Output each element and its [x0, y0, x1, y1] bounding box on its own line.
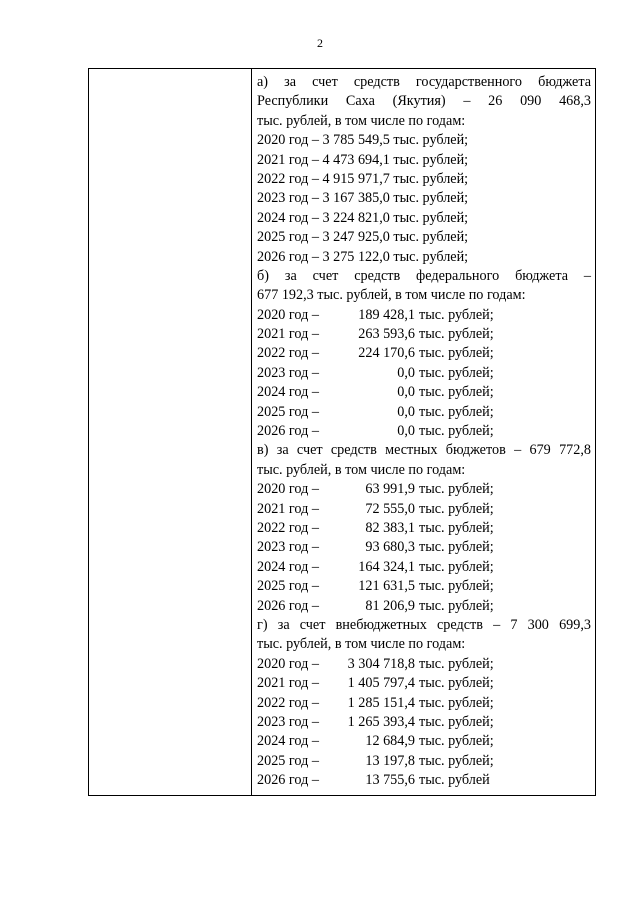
amount-value: 189 428,1 [358, 306, 415, 323]
unit-label: тыс. рублей [419, 772, 490, 789]
unit-label: тыс. рублей; [419, 500, 494, 517]
section-c-year-row [257, 519, 591, 538]
year-label: 2024 год – [257, 384, 319, 401]
section-b-year-row [257, 364, 591, 383]
section-d-year-row [257, 732, 591, 751]
unit-label: тыс. рублей; [419, 694, 494, 711]
year-label: 2022 год – [257, 519, 319, 536]
unit-label: тыс. рублей; [419, 423, 494, 440]
year-label: 2020 год – [257, 306, 319, 323]
amount-value: 224 170,6 [358, 345, 415, 362]
amount-value: 93 680,3 [365, 539, 415, 556]
year-label: 2026 год – [257, 772, 319, 789]
section-a-year-row: 2024 год – 3 224 821,0 тыс. рублей; [257, 209, 469, 226]
year-label: 2026 год – [257, 423, 319, 440]
section-a-year-row: 2022 год – 4 915 971,7 тыс. рублей; [257, 170, 469, 187]
unit-label: тыс. рублей; [419, 384, 494, 401]
section-a-year-row: 2025 год – 3 247 925,0 тыс. рублей; [257, 229, 469, 246]
unit-label: тыс. рублей; [419, 655, 494, 672]
year-label: 2024 год – [257, 558, 319, 575]
year-label: 2021 год – [257, 326, 319, 343]
year-label: 2020 год – [257, 481, 319, 498]
unit-label: тыс. рублей; [419, 558, 494, 575]
amount-value: 0,0 [397, 384, 415, 401]
amount-value: 3 304 718,8 [347, 655, 415, 672]
section-b-heading-line: б) за счет средств федерального бюджета – [257, 267, 591, 284]
year-label: 2025 год – [257, 403, 319, 420]
unit-label: тыс. рублей; [419, 597, 494, 614]
section-a-heading-line: а) за счет средств государственного бюджета [257, 74, 591, 90]
amount-value: 0,0 [397, 364, 415, 381]
amount-value: 164 324,1 [358, 558, 415, 575]
unit-label: тыс. рублей; [419, 345, 494, 362]
amount-value: 0,0 [397, 403, 415, 420]
amount-value: 121 631,5 [358, 578, 415, 595]
section-c-year-row [257, 558, 591, 577]
year-label: 2023 год – [257, 713, 319, 730]
section-a-year-row: 2021 год – 4 473 694,1 тыс. рублей; [257, 151, 469, 168]
section-b-year-row [257, 344, 591, 363]
section-a-year-row: 2026 год – 3 275 122,0 тыс. рублей; [257, 248, 469, 265]
section-d-heading-line: г) за счет внебюджетных средств – 7 300 699,3 [257, 616, 591, 633]
unit-label: тыс. рублей; [419, 403, 494, 420]
page-number: 2 [317, 36, 323, 50]
amount-value: 13 755,6 [365, 772, 415, 789]
section-d-year-row [257, 713, 591, 732]
section-d-year-row [257, 752, 591, 771]
amount-value: 1 285 151,4 [347, 694, 415, 711]
section-a-year-row: 2020 год – 3 785 549,5 тыс. рублей; [257, 132, 469, 149]
year-label: 2021 год – [257, 675, 319, 692]
unit-label: тыс. рублей; [419, 675, 494, 692]
section-c-heading-line: в) за счет средств местных бюджетов – 679 772,8 [257, 442, 591, 459]
section-c-year-row [257, 597, 591, 616]
section-c-year-row [257, 500, 591, 519]
section-c-year-row [257, 577, 591, 596]
section-b-year-row [257, 306, 591, 325]
section-c-heading-line: тыс. рублей, в том числе по годам: [257, 461, 466, 478]
year-label: 2023 год – [257, 539, 319, 556]
amount-value: 0,0 [397, 423, 415, 440]
section-d-year-row [257, 694, 591, 713]
year-label: 2024 год – [257, 733, 319, 750]
section-b-heading-line: 677 192,3 тыс. рублей, в том числе по годам: [257, 287, 526, 304]
section-d-year-row [257, 771, 591, 790]
amount-value: 63 991,9 [365, 481, 415, 498]
amount-value: 13 197,8 [365, 752, 415, 769]
year-label: 2025 год – [257, 752, 319, 769]
year-label: 2023 год – [257, 364, 319, 381]
amount-value: 1 405 797,4 [347, 675, 415, 692]
section-d-year-row [257, 655, 591, 674]
table-right-cell [257, 73, 591, 790]
section-c-year-row [257, 538, 591, 557]
section-b-year-row [257, 422, 591, 441]
unit-label: тыс. рублей; [419, 733, 494, 750]
amount-value: 72 555,0 [365, 500, 415, 517]
unit-label: тыс. рублей; [419, 539, 494, 556]
year-label: 2025 год – [257, 578, 319, 595]
year-label: 2020 год – [257, 655, 319, 672]
section-a-heading-line: тыс. рублей, в том числе по годам: [257, 112, 466, 129]
funding-table [88, 68, 596, 796]
amount-value: 1 265 393,4 [347, 713, 415, 730]
section-c-year-row [257, 480, 591, 499]
year-label: 2021 год – [257, 500, 319, 517]
unit-label: тыс. рублей; [419, 713, 494, 730]
amount-value: 12 684,9 [365, 733, 415, 750]
unit-label: тыс. рублей; [419, 326, 494, 343]
year-label: 2026 год – [257, 597, 319, 614]
amount-value: 82 383,1 [365, 519, 415, 536]
unit-label: тыс. рублей; [419, 578, 494, 595]
year-label: 2022 год – [257, 345, 319, 362]
unit-label: тыс. рублей; [419, 481, 494, 498]
year-label: 2022 год – [257, 694, 319, 711]
section-a-heading-line: Республики Саха (Якутия) – 26 090 468,3 [257, 93, 591, 110]
table-left-cell [89, 69, 252, 795]
section-d-year-row [257, 674, 591, 693]
amount-value: 81 206,9 [365, 597, 415, 614]
section-a-year-row: 2023 год – 3 167 385,0 тыс. рублей; [257, 190, 469, 207]
unit-label: тыс. рублей; [419, 364, 494, 381]
unit-label: тыс. рублей; [419, 306, 494, 323]
section-b-year-row [257, 383, 591, 402]
section-b-year-row [257, 325, 591, 344]
section-d-heading-line: тыс. рублей, в том числе по годам: [257, 636, 466, 653]
unit-label: тыс. рублей; [419, 519, 494, 536]
unit-label: тыс. рублей; [419, 752, 494, 769]
amount-value: 263 593,6 [358, 326, 415, 343]
section-b-year-row [257, 403, 591, 422]
